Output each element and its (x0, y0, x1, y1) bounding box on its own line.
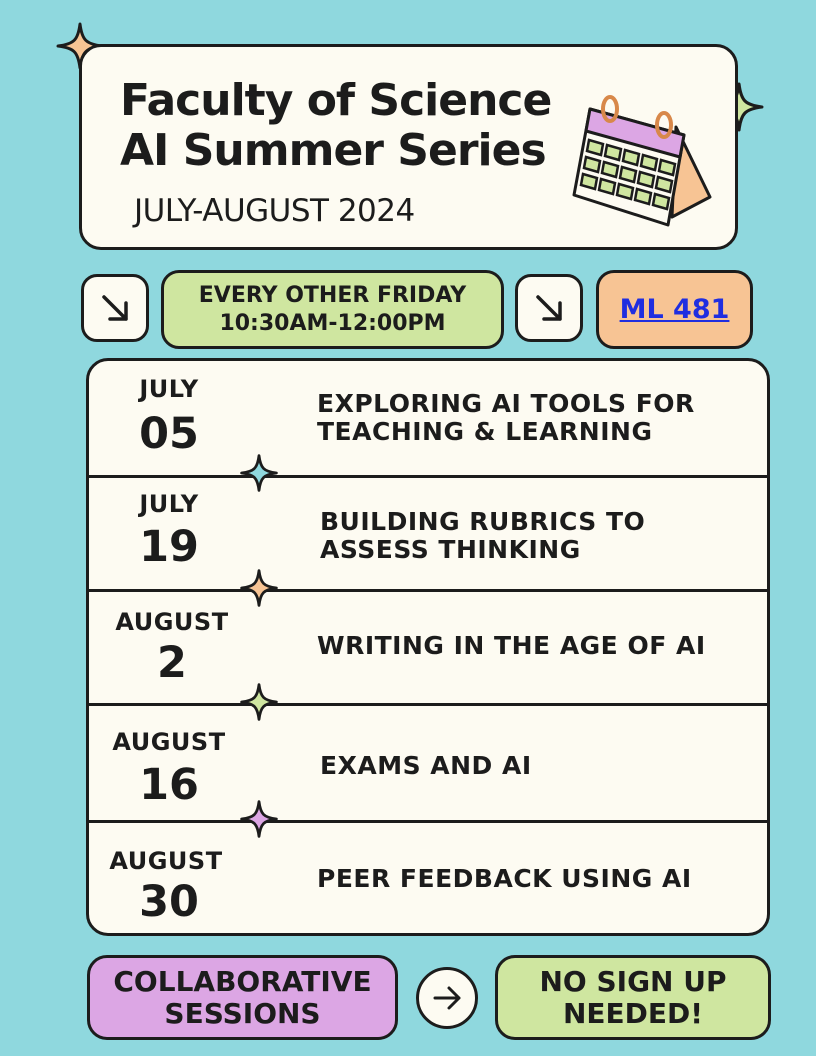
session-row (89, 361, 767, 478)
session-topic: EXPLORING AI TOOLS FOR TEACHING & LEARNING (317, 389, 695, 446)
session-row (89, 823, 767, 935)
session-month: AUGUST (112, 728, 226, 756)
session-topic: BUILDING RUBRICS TO ASSESS THINKING (320, 507, 646, 564)
session-row (89, 592, 767, 706)
schedule-day: EVERY OTHER FRIDAY (198, 282, 467, 308)
session-month: AUGUST (109, 847, 223, 875)
location-link[interactable]: ML 481 (619, 294, 730, 325)
page-title-line-2: AI Summer Series (120, 125, 546, 176)
schedule-badge (161, 270, 504, 349)
session-topic: PEER FEEDBACK USING AI (317, 864, 692, 893)
session-month: JULY (139, 490, 199, 518)
sparkle-icon (240, 800, 278, 838)
sessions-list (86, 358, 770, 936)
session-month: AUGUST (115, 608, 229, 636)
date-range: JULY-AUGUST 2024 (134, 193, 415, 229)
session-day: 2 (157, 638, 187, 688)
arrow-right-icon (416, 967, 478, 1029)
arrow-down-right-icon (81, 274, 149, 342)
calendar-icon (572, 69, 712, 229)
collaborative-badge: COLLABORATIVE SESSIONS (87, 955, 398, 1040)
session-month: JULY (139, 375, 199, 403)
sparkle-icon (240, 454, 278, 492)
session-day: 19 (139, 522, 199, 572)
session-day: 30 (139, 877, 199, 927)
sparkle-icon (240, 569, 278, 607)
session-row (89, 706, 767, 823)
no-signup-badge: NO SIGN UP NEEDED! (495, 955, 771, 1040)
session-topic: WRITING IN THE AGE OF AI (317, 631, 706, 660)
location-badge[interactable] (596, 270, 753, 349)
session-topic: EXAMS AND AI (320, 751, 532, 780)
session-row (89, 478, 767, 592)
arrow-down-right-icon (515, 274, 583, 342)
schedule-time: 10:30AM-12:00PM (219, 310, 446, 336)
sparkle-icon (240, 683, 278, 721)
header-card (79, 44, 738, 250)
session-day: 05 (139, 409, 199, 459)
session-day: 16 (139, 760, 199, 810)
page-title-line-1: Faculty of Science (120, 75, 552, 126)
